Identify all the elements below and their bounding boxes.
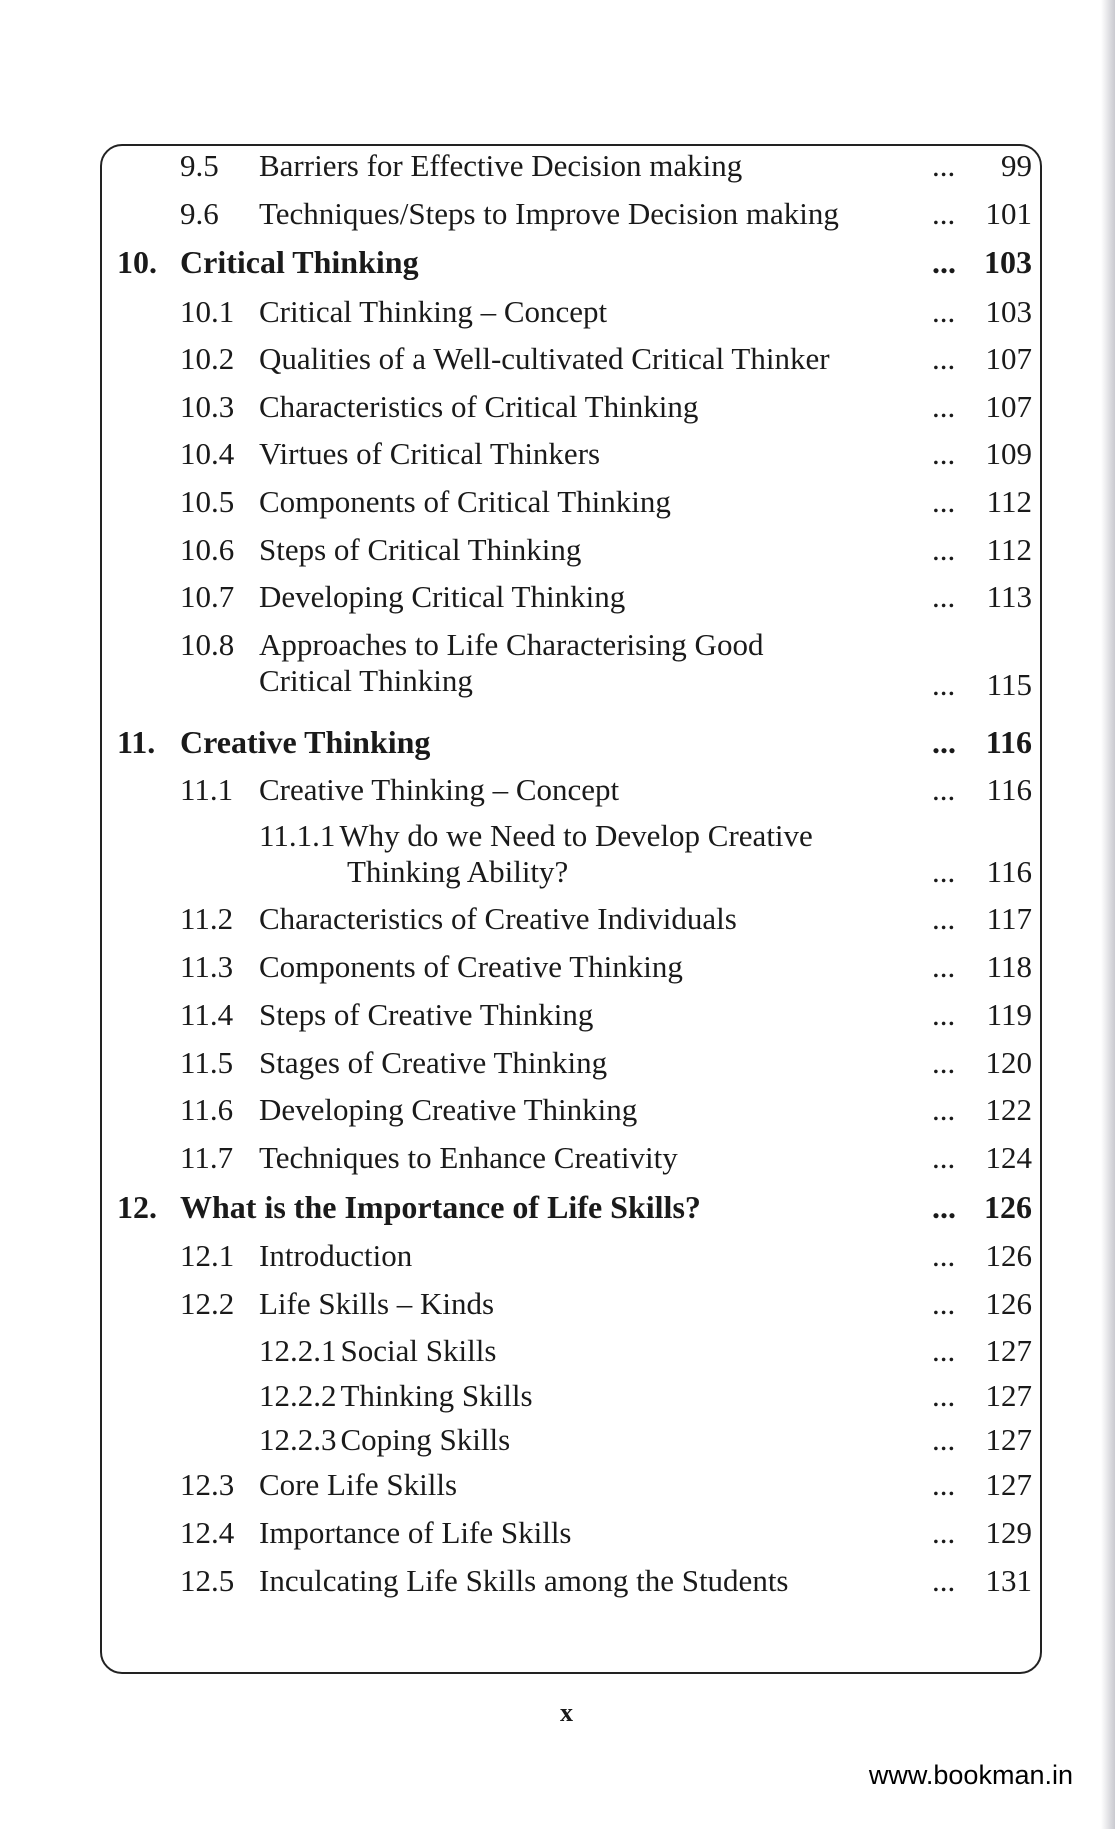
toc-entry-title [259,1286,494,1322]
page-number: x [560,1698,573,1727]
toc-entry-title-line: Importance of Life Skills [259,1515,572,1550]
toc-entry-page: 112 [986,484,1032,519]
toc-entry-title [259,436,600,472]
toc-entry-leader: ... [932,196,956,231]
toc-entry-title [259,1092,637,1128]
toc-entry-number: 10.6 [180,532,235,567]
toc-entry-leader: ... [932,389,956,424]
toc-entry-page: 126 [985,1238,1032,1273]
toc-entry-number: 12.3 [180,1467,235,1502]
toc-entry-number: 10. [117,244,157,280]
toc-entry-number: 12.2.2 [259,1378,337,1413]
toc-entry-page: 101 [985,196,1032,231]
website-url: www.bookman.in [868,1760,1073,1790]
toc-frame [100,144,1042,1674]
toc-entry-title-line: Techniques to Enhance Creativity [259,1140,678,1175]
toc-entry-leader: ... [932,1189,956,1225]
toc-entry-title-line: Qualities of a Well-cultivated Critical Thinker [259,341,830,376]
toc-entry-page: 116 [985,724,1032,760]
toc-entry-title-line: Life Skills – Kinds [259,1286,495,1321]
toc-entry-page: 131 [985,1563,1032,1598]
toc-entry-title [259,949,683,985]
toc-entry-number: 11.3 [180,949,234,984]
toc-entry-leader: ... [932,1563,956,1598]
toc-entry-number: 10.2 [180,341,235,376]
toc-entry-number: 11. [117,724,156,760]
toc-entry-title [259,772,619,808]
toc-entry-leader: ... [932,1092,956,1127]
toc-entry-leader: ... [932,997,956,1032]
toc-entry-title [259,627,763,699]
toc-entry-title [259,1422,510,1458]
toc-entry-page: 116 [986,772,1032,807]
toc-entry-title-line: Social Skills [340,1333,497,1368]
toc-entry-leader: ... [932,724,956,760]
toc-entry-title [259,901,737,937]
toc-entry-title-line: Techniques/Steps to Improve Decision making [259,196,839,231]
toc-entry-page: 120 [985,1045,1032,1080]
toc-entry-number: 12.2 [180,1286,235,1321]
toc-entry-title [259,1378,533,1414]
toc-entry-leader: ... [932,1140,956,1175]
toc-entry-title-line: Thinking Ability? [347,854,569,889]
toc-entry-number: 11.5 [180,1045,234,1080]
toc-entry-title-line: Developing Creative Thinking [259,1092,638,1127]
toc-entry-title [259,1045,607,1081]
toc-entry-page: 116 [986,854,1032,889]
toc-entry-leader: ... [932,1378,956,1413]
scan-edge-shadow [1101,0,1115,1829]
toc-entry-page: 118 [986,949,1032,984]
toc-entry-page: 119 [986,997,1032,1032]
toc-entry-title-line: Introduction [259,1238,413,1273]
toc-entry-number: 11.7 [180,1140,234,1175]
toc-entry-number: 12.2.1 [259,1333,337,1368]
toc-entry-title [259,484,671,520]
toc-entry-number: 12. [117,1189,157,1225]
toc-entry-leader: ... [932,949,956,984]
toc-entry-title-line: Steps of Creative Thinking [259,997,594,1032]
toc-entry-title [259,818,813,890]
toc-entry-title [259,341,830,377]
toc-entry-title-line: Why do we Need to Develop Creative [339,818,813,853]
toc-entry-page: 109 [985,436,1032,471]
toc-entry-page: 126 [984,1189,1032,1225]
toc-entry-leader: ... [932,294,956,329]
toc-entry-title [259,389,698,425]
toc-entry-title [259,1563,789,1599]
toc-entry-title-line: Thinking Skills [340,1378,533,1413]
toc-entry-page: 127 [985,1378,1032,1413]
toc-entry-number: 11.4 [180,997,234,1032]
toc-entry-number: 12.4 [180,1515,235,1550]
toc-entry-leader: ... [932,148,956,183]
toc-entry-title [259,1333,496,1369]
toc-entry-title [259,532,581,568]
toc-entry-leader: ... [932,484,956,519]
toc-entry-leader: ... [932,532,956,567]
toc-entry-title-line: Components of Critical Thinking [259,484,671,519]
toc-entry-leader: ... [932,772,956,807]
toc-entry-number: 11.1.1 [259,818,336,853]
toc-entry-title [259,1515,572,1551]
toc-entry-number: 10.1 [180,294,235,329]
toc-entry-title-line: Critical Thinking [259,663,473,698]
toc-entry-title [259,1238,412,1274]
toc-entry-title [259,997,593,1033]
toc-entry-leader: ... [932,667,956,702]
toc-entry-leader: ... [932,244,956,280]
toc-entry-leader: ... [932,1238,956,1273]
toc-entry-number: 11.1 [180,772,234,807]
toc-entry-page: 127 [985,1422,1032,1457]
toc-entry-leader: ... [932,579,956,614]
toc-entry-title-line: Developing Critical Thinking [259,579,626,614]
toc-entry-leader: ... [932,1422,956,1457]
toc-entry-number: 10.3 [180,389,235,424]
toc-entry-title-line: Inculcating Life Skills among the Students [259,1563,789,1598]
toc-entry-page: 127 [985,1467,1032,1502]
toc-entry-number: 10.8 [180,627,235,662]
toc-entry-title-line: What is the Importance of Life Skills? [180,1189,701,1225]
toc-entry-page: 103 [985,294,1032,329]
toc-entry-page: 99 [1001,148,1032,183]
toc-entry-page: 103 [984,244,1032,280]
toc-entry-title [259,1140,678,1176]
toc-entry-title-line: Coping Skills [340,1422,511,1457]
toc-entry-page: 124 [985,1140,1032,1175]
toc-entry-title-line: Steps of Critical Thinking [259,532,582,567]
toc-entry-title-line: Critical Thinking – Concept [259,294,608,329]
toc-entry-number: 10.5 [180,484,235,519]
toc-entry-page: 115 [986,667,1032,702]
toc-entry-number: 12.2.3 [259,1422,337,1457]
toc-entry-title-line: Creative Thinking – Concept [259,772,620,807]
toc-entry-leader: ... [932,1333,956,1368]
toc-entry-title-line: Barriers for Effective Decision making [259,148,743,183]
toc-entry-title [180,244,419,280]
toc-entry-title-line: Characteristics of Creative Individuals [259,901,737,936]
toc-entry-title [180,724,430,760]
toc-entry-number: 11.6 [180,1092,234,1127]
toc-entry-title [180,1189,701,1225]
toc-entry-number: 9.5 [180,148,219,183]
toc-entry-page: 113 [986,579,1032,614]
toc-entry-title-line: Approaches to Life Characterising Good [259,627,764,662]
toc-entry-title [259,294,607,330]
toc-entry-page: 126 [985,1286,1032,1321]
toc-entry-page: 127 [985,1333,1032,1368]
toc-entry-number: 12.1 [180,1238,235,1273]
toc-entry-title-line: Creative Thinking [180,724,431,760]
toc-entry-leader: ... [932,1515,956,1550]
toc-entry-number: 12.5 [180,1563,235,1598]
toc-entry-page: 107 [985,341,1032,376]
toc-entry-title-line: Stages of Creative Thinking [259,1045,608,1080]
toc-entry-title-line: Characteristics of Critical Thinking [259,389,699,424]
toc-entry-number: 11.2 [180,901,234,936]
toc-entry-leader: ... [932,1467,956,1502]
toc-entry-page: 129 [985,1515,1032,1550]
toc-entry-title [259,579,625,615]
toc-entry-leader: ... [932,436,956,471]
toc-entry-page: 117 [986,901,1032,936]
toc-entry-leader: ... [932,854,956,889]
toc-entry-leader: ... [932,341,956,376]
toc-entry-title [259,1467,457,1503]
toc-entry-leader: ... [932,1045,956,1080]
toc-entry-leader: ... [932,1286,956,1321]
toc-entry-number: 10.7 [180,579,235,614]
toc-entry-title [259,196,839,232]
toc-entry-page: 112 [986,532,1032,567]
toc-entry-number: 10.4 [180,436,235,471]
toc-entry-page: 122 [985,1092,1032,1127]
toc-entry-title-line: Virtues of Critical Thinkers [259,436,601,471]
toc-entry-title-line: Components of Creative Thinking [259,949,683,984]
toc-entry-title [259,148,742,184]
toc-entry-leader: ... [932,901,956,936]
toc-entry-title-line: Core Life Skills [259,1467,458,1502]
toc-entry-title-line: Critical Thinking [180,244,419,280]
toc-entry-number: 9.6 [180,196,219,231]
toc-entry-page: 107 [985,389,1032,424]
